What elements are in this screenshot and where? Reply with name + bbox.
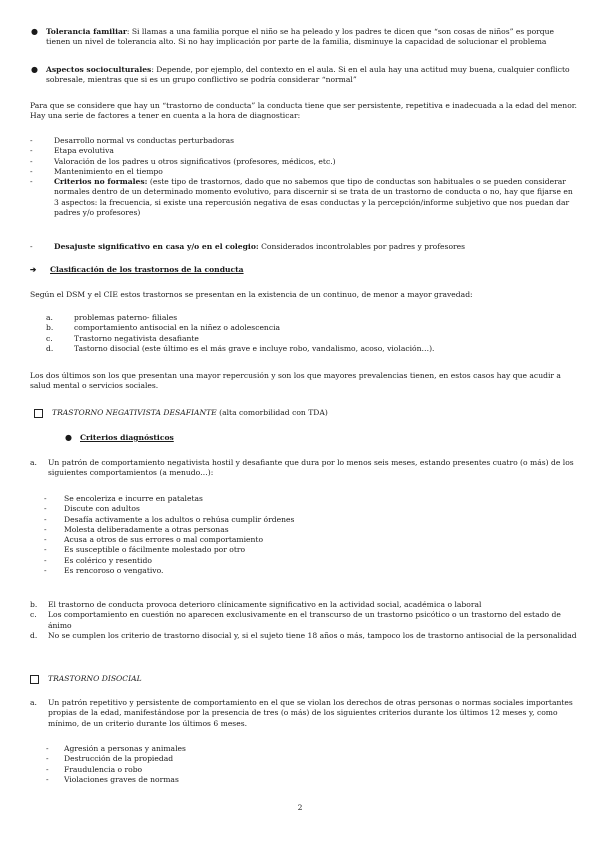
list-item: b. comportamiento antisocial en la niñez o adolescencia	[46, 323, 578, 333]
checkbox[interactable]	[34, 409, 43, 418]
list-item-text: Mantenimiento en el tiempo	[54, 166, 163, 176]
bullet-title: Tolerancia familiar	[46, 27, 127, 36]
list-item-text: Desafía activamente a los adultos o rehúsa cumplir órdenes	[64, 514, 295, 524]
bullet-title: Aspectos socioculturales	[46, 65, 152, 74]
list-item-text: Se encoleriza e incurre en pataletas	[64, 494, 203, 503]
criterion-text: El trastorno de conducta provoca deterioro clínicamente significativo en la actividad social, académica o laboral	[48, 600, 482, 609]
list-item-desajuste: - Desajuste significativo en casa y/o en el colegio: Considerados incontrolables por padres y profesores	[30, 242, 466, 251]
criterion-text: No se cumplen los criterio de trastorno disocial y, si el sujeto tiene 18 años o más, tampoco los de trastorno antisocial de la personalidad	[48, 630, 577, 640]
criterion-item: d. No se cumplen los criterio de trastorno disocial y, si el sujeto tiene 18 años o más, tampoco los de trastorno antisocial de la personalidad	[30, 630, 577, 640]
list-item-text: Etapa evolutiva	[54, 146, 114, 156]
list-item-text: Trastorno negativista desafiante	[74, 333, 199, 343]
bullet-body: : Depende, por ejemplo, del contexto en el aula. Si en el aula hay una actitud muy buena, cualquier conflicto sobresale, mientras que si es un grupo conflictivo se podría considerar “normal”	[46, 65, 570, 85]
section-heading-clasificacion	[30, 265, 578, 275]
list-item: - Desarrollo normal vs conductas perturbadoras	[30, 136, 578, 146]
list-item: - Valoración de los padres u otros significativos (profesores, médicos, etc.)	[30, 157, 578, 167]
criterion-text: Los comportamiento en cuestión no aparecen exclusivamente en el transcurso de un trastorno psicótico o un trastorno del estado de ánimo	[48, 610, 561, 630]
td-heading	[30, 674, 578, 684]
list-item-text: Acusa a otros de sus errores o mal comportamiento	[64, 535, 264, 544]
list-item: a. problemas paterno- filiales	[46, 313, 578, 323]
bullet-tolerancia-familiar	[30, 27, 578, 48]
list-item: - Etapa evolutiva	[30, 146, 578, 156]
clasificacion-list	[46, 313, 578, 354]
list-item: - Se encoleriza e incurre en pataletas	[44, 494, 578, 504]
criterios-title: Criterios no formales:	[54, 177, 148, 186]
list-item: - Mantenimiento en el tiempo	[30, 167, 578, 177]
page-number: 2	[297, 803, 303, 812]
intro-paragraph: Para que se considere que hay un “trastorno de conducta” la conducta tiene que ser persistente, repetitiva e inadecuada a la edad del menor. Hay una serie de factores a tener en cuenta a la hora de diagnosticar:	[30, 101, 577, 121]
td-criterion-a: a. Un patrón repetitivo y persistente de comportamiento en el que se violan los derechos de otras personas o normas sociales importantes propias de la edad, manifestándose por la presencia de tres (o más) de los siguientes criterios durante los últimos 12 meses y, como mínimo, de un criterio durante los últimos 6 meses.	[30, 698, 578, 729]
list-item: - Destrucción de la propiedad	[46, 754, 578, 764]
clasificacion-intro: Según el DSM y el CIE estos trastornos se presentan en la existencia de un continuo, de menor a mayor gravedad:	[30, 290, 473, 299]
clasificacion-closing: Los dos últimos son los que presentan una mayor repercusión y son los que mayores prevalencias tienen, en estos casos hay que acudir a salud mental o servicios sociales.	[30, 371, 561, 391]
bullet-text	[46, 65, 578, 86]
criterion-text: Un patrón repetitivo y persistente de comportamiento en el que se violan los derechos de otras personas o normas sociales importantes propias de la edad, manifestándose por la presencia de tres (o más) de los siguientes criterios durante los últimos 12 meses y, como mínimo, de un criterio durante los últimos 6 meses.	[48, 698, 573, 728]
list-item-text: Agresión a personas y animales	[64, 744, 186, 753]
td-title: TRASTORNO DISOCIAL	[48, 674, 142, 683]
list-item: - Fraudulencia o robo	[46, 765, 578, 775]
desajuste-title: Desajuste significativo en casa y/o en el colegio:	[54, 242, 259, 251]
list-item: - Agresión a personas y animales	[46, 744, 578, 754]
list-item: - Es susceptible o fácilmente molestado por otro	[44, 545, 578, 555]
section-heading-text: Clasificación de los trastornos de la conducta	[50, 265, 244, 274]
list-item-text: Violaciones graves de normas	[64, 774, 179, 784]
list-item-text: Tastorno disocial (este último es el más grave e incluye robo, vandalismo, acoso, violación…).	[74, 343, 435, 353]
desajuste-text: Considerados incontrolables por padres y profesores	[258, 242, 466, 251]
list-item-text: Desarrollo normal vs conductas perturbadoras	[54, 136, 234, 145]
list-item: - Discute con adultos	[44, 504, 578, 514]
tnd-heading	[34, 408, 582, 418]
list-item-text: Valoración de los padres u otros significativos (profesores, médicos, etc.)	[54, 156, 336, 166]
list-item-text: Es rencoroso o vengativo.	[64, 565, 164, 575]
list-item: - Es colérico y resentido	[44, 556, 578, 566]
list-item-text: Es colérico y resentido	[64, 555, 152, 565]
td-items-list	[46, 744, 578, 785]
bullet-dot: ●	[65, 433, 72, 442]
checkbox[interactable]	[30, 675, 39, 684]
list-item-criterios-no-formales: - Criterios no formales: (este tipo de trastornos, dado que no sabemos que tipo de conductas son habituales o se pueden considerar normales dentro de un determinado momento evolutivo, para discernir si se trata de un trastorno de conducta o no, hay que fijarse en 3 aspectos: la frecuencia, si existe una repercusión negativa de esas conductas y la percepción/informe subjetivo que nos puedan dar padres y/o profesores)	[30, 177, 573, 217]
list-item: c. Trastorno negativista desafiante	[46, 334, 578, 344]
bullet-dot: ●	[31, 65, 38, 74]
tnd-criteria-more	[30, 600, 578, 641]
list-item: d. Tastorno disocial (este último es el más grave e incluye robo, vandalismo, acoso, violación…).	[46, 344, 578, 354]
list-item-text: Destrucción de la propiedad	[64, 754, 174, 764]
criterion-item: b. El trastorno de conducta provoca deterioro clínicamente significativo en la actividad social, académica o laboral	[30, 600, 578, 610]
list-item: - Violaciones graves de normas	[46, 775, 578, 785]
list-item: - Molesta deliberadamente a otras personas	[44, 525, 578, 535]
bullet-aspectos-socioculturales	[30, 65, 578, 86]
bullet-body: : Si llamas a una familia porque el niño se ha peleado y los padres te dicen que “son cosas de niños” es porque tienen un nivel de tolerancia alto. Si no hay implicación por parte de la familia, disminuye la capacidad de solucionar el problema	[46, 27, 555, 47]
bullet-dot: ●	[31, 27, 38, 36]
list-item-text: Es susceptible o fácilmente molestado por otro	[64, 545, 246, 555]
tnd-title: TRASTORNO NEGATIVISTA DESAFIANTE	[52, 408, 217, 417]
bullet-text	[46, 27, 578, 48]
tnd-title-note: (alta comorbilidad con TDA)	[216, 408, 328, 417]
list-item: - Desafía activamente a los adultos o rehúsa cumplir órdenes	[44, 515, 578, 525]
criterios-diagnosticos-heading	[64, 433, 578, 444]
factors-list	[30, 136, 578, 218]
list-item-text: Fraudulencia o robo	[64, 764, 143, 774]
arrow-icon: ➔	[30, 265, 37, 274]
tnd-behaviors-list	[44, 494, 578, 576]
list-item-text: Molesta deliberadamente a otras personas	[64, 524, 229, 534]
list-item-text: Discute con adultos	[64, 504, 140, 514]
criterios-text: (este tipo de trastornos, dado que no sabemos que tipo de conductas son habituales o se pueden considerar normales dentro de un determinado momento evolutivo, para discernir si se trata de un trastorno de conducta o no, hay que fijarse en 3 aspectos: la frecuencia, si existe una repercusión negativa de esas conductas y la percepción/informe subjetivo que nos puedan dar padres y/o profesores)	[54, 177, 573, 217]
tnd-criterion-a: a. Un patrón de comportamiento negativista hostil y desafiante que dura por lo menos seis meses, estando presentes cuatro (o más) de los siguientes comportamientos (a menudo…):	[30, 458, 578, 479]
criterios-diagnosticos-text: Criterios diagnósticos	[80, 433, 174, 442]
criterion-text: Un patrón de comportamiento negativista hostil y desafiante que dura por lo menos seis meses, estando presentes cuatro (o más) de los siguientes comportamientos (a menudo…):	[48, 458, 574, 478]
list-item: - Es rencoroso o vengativo.	[44, 566, 578, 576]
criterion-item: c. Los comportamiento en cuestión no aparecen exclusivamente en el transcurso de un trastorno psicótico o un trastorno del estado de ánimo	[30, 610, 578, 631]
list-item: - Acusa a otros de sus errores o mal comportamiento	[44, 535, 578, 545]
list-item-text: problemas paterno- filiales	[74, 313, 178, 322]
list-item-text: comportamiento antisocial en la niñez o adolescencia	[74, 323, 281, 333]
